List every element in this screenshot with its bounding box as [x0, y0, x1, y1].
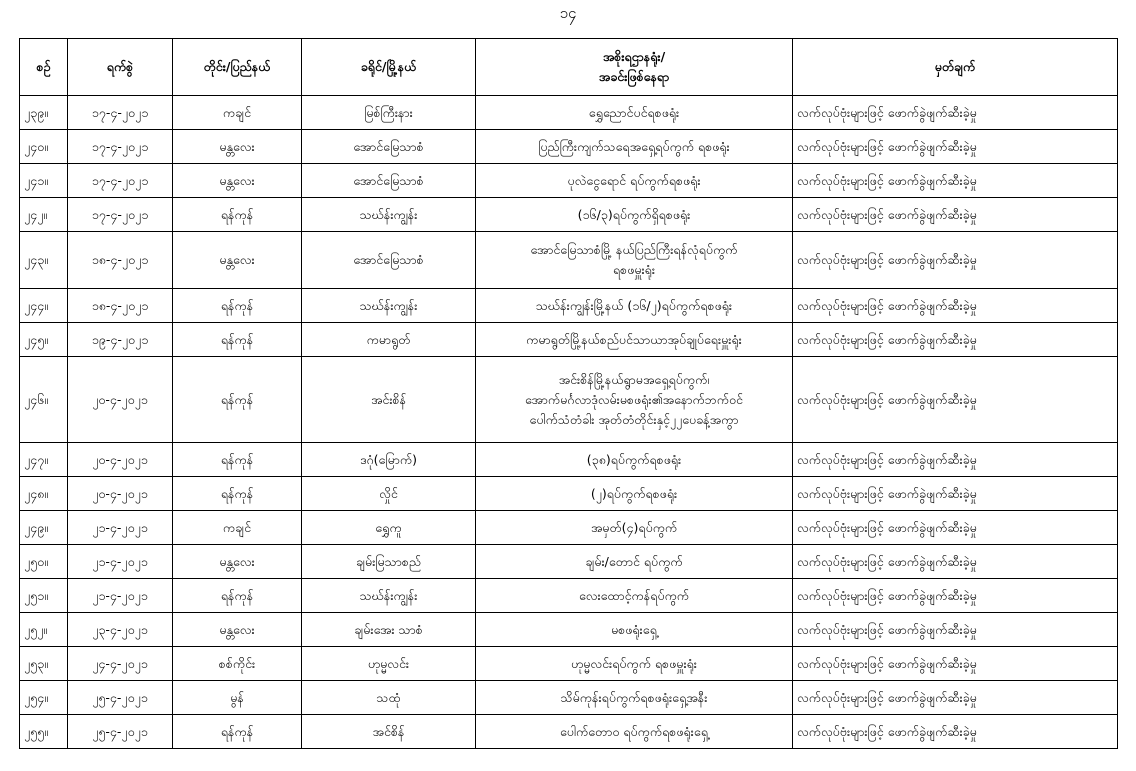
cell-place-line: ကမာရွတ်မြို့နယ်စည်ပင်သာယာအုပ်ချုပ်ရေးမှူးရုံး	[526, 331, 742, 347]
cell-place	[476, 357, 793, 443]
cell-place	[476, 715, 793, 749]
cell-place-line: မစဖရုံးရှေ့	[611, 621, 657, 637]
table-row	[20, 545, 1118, 579]
cell-no: ၂၄၉။	[20, 511, 68, 545]
cell-township: အောင်မြေသာစံ	[302, 164, 476, 198]
cell-township: သဃ်န်းကျွန်း	[302, 198, 476, 232]
cell-remark: လက်လုပ်ဗုံးများဖြင့် ဖောက်ခွဲဖျက်ဆီးခဲ့မှု	[793, 357, 1118, 443]
cell-region: ရန်ကုန်	[173, 357, 302, 443]
cell-remark: လက်လုပ်ဗုံးများဖြင့် ဖောက်ခွဲဖျက်ဆီးခဲ့မှု	[793, 647, 1118, 681]
cell-region: မန္တလေး	[173, 164, 302, 198]
cell-region: စစ်ကိုင်း	[173, 647, 302, 681]
cell-no: ၂၄၈။	[20, 477, 68, 511]
table-row	[20, 323, 1118, 357]
cell-date: ၁၇-၄-၂၀၂၁	[68, 164, 173, 198]
cell-place-line: အောက်မင်္ဂလာဒုံလမ်းမစဖရုံး၏အနောက်ဘက်ဝင်	[525, 391, 743, 407]
cell-place-line: ပုလဲငွေရောင် ရပ်ကွက်ရစဖရုံး	[567, 172, 701, 188]
table-row	[20, 96, 1118, 130]
header-date: ရက်စွဲ	[68, 39, 173, 96]
cell-region: မန္တလေး	[173, 613, 302, 647]
cell-place	[476, 681, 793, 715]
cell-place-line: ရွှေညောင်ပင်ရစဖရုံး	[588, 104, 680, 120]
cell-no: ၂၃၉။	[20, 96, 68, 130]
cell-township: ဟုမ္မလင်း	[302, 647, 476, 681]
cell-date: ၂၃-၄-၂၀၂၁	[68, 613, 173, 647]
cell-date: ၁၈-၄-၂၀၂၁	[68, 232, 173, 289]
cell-township: အောင်မြေသာစံ	[302, 232, 476, 289]
cell-township: သဃ်န်းကျွန်း	[302, 289, 476, 323]
cell-place-line: (၁၆/၃)ရပ်ကွက်ရှိရစဖရုံး	[577, 206, 691, 222]
cell-place-line: အမှတ်(၄)ရပ်ကွက်	[590, 519, 678, 535]
cell-place-line: ပေါက်သံတံခါး အုတ်တံတိုင်းနှင့်၂၂ပေခန့်အကွာ	[529, 411, 739, 427]
cell-no: ၂၅၂။	[20, 613, 68, 647]
cell-remark: လက်လုပ်ဗုံးများဖြင့် ဖောက်ခွဲဖျက်ဆီးခဲ့မှု	[793, 443, 1118, 477]
cell-place-line: အောင်မြေသာစံမြို့ နယ်ပြည်ကြီးရန်လုံရပ်ကွက်	[530, 242, 738, 257]
header-remark: မှတ်ချက်	[793, 39, 1118, 96]
cell-no: ၂၅၃။	[20, 647, 68, 681]
incident-table	[19, 38, 1118, 749]
cell-date: ၁၈-၄-၂၀၂၁	[68, 289, 173, 323]
table-row	[20, 443, 1118, 477]
table-row	[20, 198, 1118, 232]
cell-place-line: သိမ်ကုန်းရပ်ကွက်ရစဖရုံးရှေ့အနီး	[560, 689, 708, 705]
cell-date: ၁၇-၄-၂၀၂၁	[68, 198, 173, 232]
cell-township: သဃ်န်းကျွန်း	[302, 579, 476, 613]
cell-place-line: လေးထောင့်ကန်ရပ်ကွက်	[578, 587, 690, 603]
table-row	[20, 477, 1118, 511]
cell-place-line: သဃ်န်းကျွန်းမြို့နယ် (၁၆/၂)ရပ်ကွက်ရစဖရုံး	[535, 297, 733, 313]
table-row	[20, 130, 1118, 164]
cell-remark: လက်လုပ်ဗုံးများဖြင့် ဖောက်ခွဲဖျက်ဆီးခဲ့မှု	[793, 96, 1118, 130]
cell-place	[476, 613, 793, 647]
cell-township: ရွှေကူ	[302, 511, 476, 545]
cell-place-line: ပေါက်တောဝ ရပ်ကွက်ရစဖရုံးရှေ့	[559, 723, 709, 739]
cell-date: ၂၅-၄-၂၀၂၁	[68, 715, 173, 749]
table-row	[20, 164, 1118, 198]
cell-date: ၁၉-၄-၂၀၂၁	[68, 323, 173, 357]
cell-place	[476, 164, 793, 198]
cell-remark: လက်လုပ်ဗုံးများဖြင့် ဖောက်ခွဲဖျက်ဆီးခဲ့မှု	[793, 681, 1118, 715]
cell-township: လှိုင်	[302, 477, 476, 511]
cell-remark: လက်လုပ်ဗုံးများဖြင့် ဖောက်ခွဲဖျက်ဆီးခဲ့မှု	[793, 130, 1118, 164]
cell-no: ၂၄၄။	[20, 289, 68, 323]
cell-region: ရန်ကုန်	[173, 289, 302, 323]
cell-date: ၂၄-၄-၂၀၂၁	[68, 647, 173, 681]
cell-region: မန္တလေး	[173, 130, 302, 164]
cell-place	[476, 545, 793, 579]
cell-region: ကချင်	[173, 511, 302, 545]
cell-township: ဒဂုံ(မြောက်)	[302, 443, 476, 477]
cell-place	[476, 511, 793, 545]
cell-township: သထုံ	[302, 681, 476, 715]
cell-township: ချမ်းအေး သာစံ	[302, 613, 476, 647]
cell-remark: လက်လုပ်ဗုံးများဖြင့် ဖောက်ခွဲဖျက်ဆီးခဲ့မှု	[793, 715, 1118, 749]
cell-region: ရန်ကုန်	[173, 477, 302, 511]
table-row	[20, 613, 1118, 647]
cell-region: မန္တလေး	[173, 232, 302, 289]
cell-date: ၂၁-၄-၂၀၂၁	[68, 511, 173, 545]
cell-no: ၂၅၁။	[20, 579, 68, 613]
cell-remark: လက်လုပ်ဗုံးများဖြင့် ဖောက်ခွဲဖျက်ဆီးခဲ့မှု	[793, 232, 1118, 289]
cell-place	[476, 477, 793, 511]
cell-no: ၂၄၇။	[20, 443, 68, 477]
table-row	[20, 579, 1118, 613]
cell-place	[476, 443, 793, 477]
cell-remark: လက်လုပ်ဗုံးများဖြင့် ဖောက်ခွဲဖျက်ဆီးခဲ့မှု	[793, 289, 1118, 323]
cell-date: ၂၁-၄-၂၀၂၁	[68, 545, 173, 579]
cell-township: ချမ်းမြသာစည်	[302, 545, 476, 579]
cell-place-line: (၂)ရပ်ကွက်ရစဖရုံး	[590, 485, 678, 501]
cell-date: ၂၀-၄-၂၀၂၁	[68, 477, 173, 511]
header-place	[476, 39, 793, 96]
cell-no: ၂၄၆။	[20, 357, 68, 443]
cell-remark: လက်လုပ်ဗုံးများဖြင့် ဖောက်ခွဲဖျက်ဆီးခဲ့မှု	[793, 323, 1118, 357]
cell-no: ၂၄၃။	[20, 232, 68, 289]
header-no: စဉ်	[20, 39, 68, 96]
cell-no: ၂၄၂။	[20, 198, 68, 232]
cell-region: မန္တလေး	[173, 545, 302, 579]
cell-no: ၂၄၀။	[20, 130, 68, 164]
table-row	[20, 232, 1118, 289]
cell-date: ၂၀-၄-၂၀၂၁	[68, 357, 173, 443]
cell-region: ရန်ကုန်	[173, 323, 302, 357]
cell-place	[476, 232, 793, 289]
cell-region: ရန်ကုန်	[173, 579, 302, 613]
cell-place	[476, 323, 793, 357]
header-region: တိုင်း/ပြည်နယ်	[173, 39, 302, 96]
header-place-line1: အစိုးရဌာနရုံး/	[602, 49, 666, 64]
cell-no: ၂၅၀။	[20, 545, 68, 579]
page-number: ၁၄	[559, 4, 577, 22]
cell-remark: လက်လုပ်ဗုံးများဖြင့် ဖောက်ခွဲဖျက်ဆီးခဲ့မှု	[793, 545, 1118, 579]
table-row	[20, 681, 1118, 715]
cell-remark: လက်လုပ်ဗုံးများဖြင့် ဖောက်ခွဲဖျက်ဆီးခဲ့မှု	[793, 477, 1118, 511]
cell-place-line: အင်းစိန်မြို့နယ်ရွာမအရှေ့ရပ်ကွက်၊	[558, 371, 710, 387]
cell-remark: လက်လုပ်ဗုံးများဖြင့် ဖောက်ခွဲဖျက်ဆီးခဲ့မှု	[793, 613, 1118, 647]
cell-region: ကချင်	[173, 96, 302, 130]
cell-remark: လက်လုပ်ဗုံးများဖြင့် ဖောက်ခွဲဖျက်ဆီးခဲ့မှု	[793, 164, 1118, 198]
cell-no: ၂၄၅။	[20, 323, 68, 357]
cell-no: ၂၅၄။	[20, 681, 68, 715]
cell-region: ရန်ကုန်	[173, 715, 302, 749]
cell-place	[476, 198, 793, 232]
cell-township: မြစ်ကြီးနား	[302, 96, 476, 130]
cell-date: ၁၇-၄-၂၀၂၁	[68, 130, 173, 164]
table-row	[20, 511, 1118, 545]
cell-township: အင်စိန်	[302, 715, 476, 749]
header-place-line2: အခင်းဖြစ်နေရာ	[598, 69, 670, 84]
cell-date: ၂၁-၄-၂၀၂၁	[68, 579, 173, 613]
table-row	[20, 647, 1118, 681]
cell-date: ၁၇-၄-၂၀၂၁	[68, 96, 173, 130]
cell-place	[476, 289, 793, 323]
cell-remark: လက်လုပ်ဗုံးများဖြင့် ဖောက်ခွဲဖျက်ဆီးခဲ့မှု	[793, 511, 1118, 545]
cell-region: ရန်ကုန်	[173, 443, 302, 477]
cell-township: အောင်မြေသာစံ	[302, 130, 476, 164]
cell-place	[476, 647, 793, 681]
cell-region: ရန်ကုန်	[173, 198, 302, 232]
cell-place-line: ပြည်ကြီးကျက်သရေအရှေ့ရပ်ကွက် ရစဖရုံး	[538, 138, 730, 154]
cell-date: ၂၀-၄-၂၀၂၁	[68, 443, 173, 477]
table-row	[20, 715, 1118, 749]
cell-date: ၂၅-၄-၂၀၂၁	[68, 681, 173, 715]
header-township: ခရိုင်/မြို့နယ်	[302, 39, 476, 96]
cell-place-line: (၃၈)ရပ်ကွက်ရစဖရုံး	[586, 451, 682, 467]
cell-place-line: ချမ်း/တောင် ရပ်ကွက်	[585, 553, 683, 569]
table-row	[20, 289, 1118, 323]
table-row	[20, 357, 1118, 443]
table-body	[20, 96, 1118, 749]
cell-place	[476, 579, 793, 613]
table-header-row	[20, 39, 1118, 96]
cell-remark: လက်လုပ်ဗုံးများဖြင့် ဖောက်ခွဲဖျက်ဆီးခဲ့မှု	[793, 579, 1118, 613]
cell-no: ၂၄၁။	[20, 164, 68, 198]
cell-region: မွန်	[173, 681, 302, 715]
cell-place-line: ဟုမ္မလင်းရပ်ကွက် ရစဖမှူးရုံး	[571, 655, 697, 671]
cell-place	[476, 96, 793, 130]
cell-place-line: ရစဖမှူးရုံး	[612, 262, 656, 277]
cell-place	[476, 130, 793, 164]
cell-no: ၂၅၅။	[20, 715, 68, 749]
cell-township: အင်းစိန်	[302, 357, 476, 443]
cell-remark: လက်လုပ်ဗုံးများဖြင့် ဖောက်ခွဲဖျက်ဆီးခဲ့မှု	[793, 198, 1118, 232]
cell-township: ကမာရွတ်	[302, 323, 476, 357]
